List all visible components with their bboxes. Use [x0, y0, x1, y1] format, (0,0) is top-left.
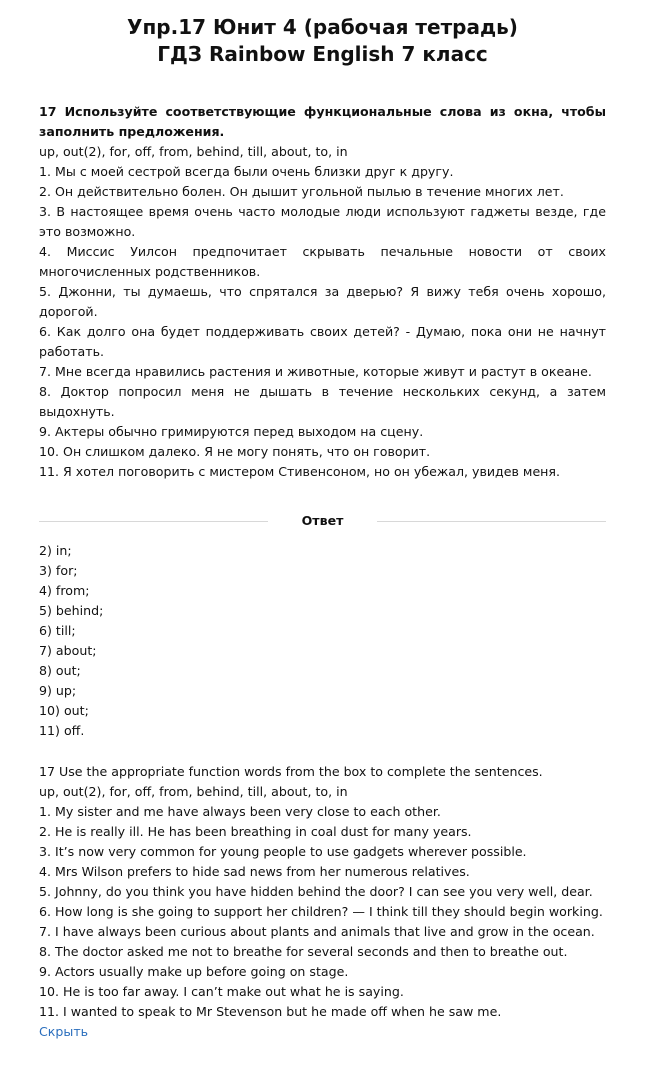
task-instruction-ru: 17 Используйте соответствующие функциональные слова из окна, чтобы заполнить предложения.: [39, 104, 606, 139]
sentence-ru-1: 1. Мы с моей сестрой всегда были очень близки друг к другу.: [39, 164, 454, 179]
sentence-en-10: 10. He is too far away. I can’t make out what he is saying.: [39, 984, 404, 999]
divider-line-right: [377, 521, 606, 522]
sentence-en-11: 11. I wanted to speak to Mr Stevenson but he made off when he saw me.: [39, 1004, 502, 1019]
answer-item: 8) out;: [39, 663, 81, 678]
answer-item: 4) from;: [39, 583, 90, 598]
word-box-en: up, out(2), for, off, from, behind, till, about, to, in: [39, 784, 348, 799]
sentence-ru-2: 2. Он действительно болен. Он дышит угольной пылью в течение многих лет.: [39, 184, 564, 199]
sentence-ru-4: 4. Миссис Уилсон предпочитает скрывать печальные новости от своих многочисленных родственников.: [39, 244, 606, 279]
task-russian: [39, 102, 606, 482]
sentence-en-7: 7. I have always been curious about plants and animals that live and grow in the ocean.: [39, 924, 595, 939]
sentence-en-9: 9. Actors usually make up before going on stage.: [39, 964, 349, 979]
sentence-en-5: 5. Johnny, do you think you have hidden behind the door? I can see you very well, dear.: [39, 884, 593, 899]
task-instruction-en: 17 Use the appropriate function words from the box to complete the sentences.: [39, 764, 543, 779]
sentence-en-2: 2. He is really ill. He has been breathing in coal dust for many years.: [39, 824, 472, 839]
task-english: [39, 762, 606, 1042]
answer-item: 5) behind;: [39, 603, 104, 618]
answer-list: [39, 541, 606, 741]
sentence-en-1: 1. My sister and me have always been very close to each other.: [39, 804, 441, 819]
page-title: [0, 14, 645, 68]
hide-link[interactable]: Скрыть: [39, 1024, 89, 1039]
sentence-ru-5: 5. Джонни, ты думаешь, что спрятался за дверью? Я вижу тебя очень хорошо, дорогой.: [39, 284, 606, 319]
page: [0, 14, 645, 1078]
sentence-en-4: 4. Mrs Wilson prefers to hide sad news from her numerous relatives.: [39, 864, 470, 879]
sentence-ru-7: 7. Мне всегда нравились растения и животные, которые живут и растут в океане.: [39, 364, 592, 379]
sentence-ru-6: 6. Как долго она будет поддерживать своих детей? - Думаю, пока они не начнут работать.: [39, 324, 606, 359]
answer-heading: Ответ: [301, 513, 344, 528]
title-line-1: Упр.17 Юнит 4 (рабочая тетрадь): [127, 15, 518, 39]
title-line-2: ГДЗ Rainbow English 7 класс: [157, 42, 488, 66]
word-box-ru: up, out(2), for, off, from, behind, till, about, to, in: [39, 144, 348, 159]
sentence-ru-11: 11. Я хотел поговорить с мистером Стивенсоном, но он убежал, увидев меня.: [39, 464, 560, 479]
sentence-ru-10: 10. Он слишком далеко. Я не могу понять, что он говорит.: [39, 444, 431, 459]
answer-item: 2) in;: [39, 543, 72, 558]
sentence-ru-3: 3. В настоящее время очень часто молодые люди используют гаджеты везде, где это возможно.: [39, 204, 606, 239]
answer-item: 10) out;: [39, 703, 89, 718]
sentence-ru-9: 9. Актеры обычно гримируются перед выходом на сцену.: [39, 424, 424, 439]
answer-item: 9) up;: [39, 683, 77, 698]
answer-item: 3) for;: [39, 563, 78, 578]
sentence-en-6: 6. How long is she going to support her children? — I think till they should begin working.: [39, 904, 603, 919]
answer-divider: [39, 511, 606, 531]
sentence-en-3: 3. It’s now very common for young people to use gadgets wherever possible.: [39, 844, 527, 859]
divider-line-left: [39, 521, 268, 522]
sentence-ru-8: 8. Доктор попросил меня не дышать в течение нескольких секунд, а затем выдохнуть.: [39, 384, 606, 419]
sentence-en-8: 8. The doctor asked me not to breathe for several seconds and then to breathe out.: [39, 944, 568, 959]
answer-item: 7) about;: [39, 643, 97, 658]
answer-item: 6) till;: [39, 623, 76, 638]
answer-item: 11) off.: [39, 723, 85, 738]
